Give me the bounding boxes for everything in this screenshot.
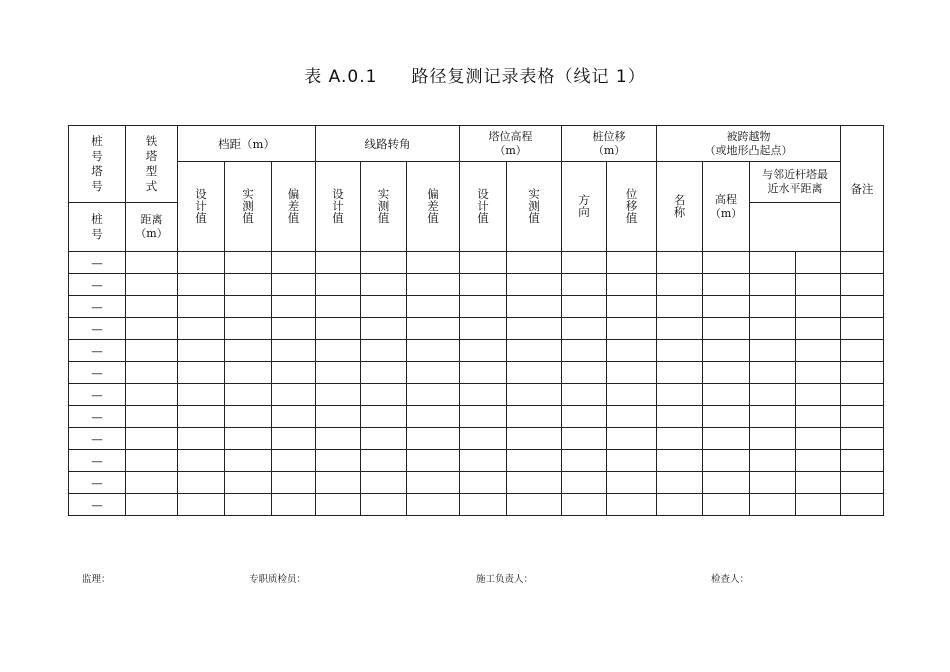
table-cell[interactable] (225, 384, 272, 406)
table-cell[interactable] (178, 340, 225, 362)
table-cell[interactable] (607, 340, 657, 362)
table-cell[interactable] (225, 494, 272, 516)
row-mark[interactable]: — (69, 406, 126, 428)
table-cell[interactable] (562, 494, 607, 516)
table-cell[interactable] (225, 296, 272, 318)
table-cell[interactable] (841, 472, 884, 494)
table-row (69, 340, 884, 362)
table-cell[interactable] (361, 428, 407, 450)
table-cell[interactable] (750, 318, 796, 340)
table-cell[interactable] (272, 428, 316, 450)
header-pile-tower-no: 桩号塔号 (69, 126, 126, 203)
row-mark[interactable]: — (69, 428, 126, 450)
table-cell[interactable] (407, 318, 460, 340)
table-cell[interactable] (607, 384, 657, 406)
table-cell[interactable] (272, 494, 316, 516)
table-row (69, 252, 884, 274)
table-cell[interactable] (657, 428, 703, 450)
table-cell[interactable] (657, 296, 703, 318)
table-cell[interactable] (126, 450, 178, 472)
table-row (69, 406, 884, 428)
header-pile-no: 桩号 (69, 203, 126, 252)
table-cell[interactable] (562, 428, 607, 450)
table-cell[interactable] (607, 494, 657, 516)
table-cell[interactable] (607, 362, 657, 384)
table-cell[interactable] (507, 384, 562, 406)
header-pile-shift: 桩位移 （m） (562, 126, 657, 162)
table-cell[interactable] (361, 252, 407, 274)
table-row (69, 494, 884, 516)
table-cell[interactable] (460, 406, 507, 428)
table-cell[interactable] (507, 472, 562, 494)
table-cell[interactable] (316, 450, 361, 472)
table-cell[interactable] (750, 384, 796, 406)
table-cell[interactable] (562, 252, 607, 274)
table-cell[interactable] (507, 296, 562, 318)
row-mark[interactable]: — (69, 384, 126, 406)
table-cell[interactable] (703, 384, 750, 406)
table-cell[interactable] (126, 472, 178, 494)
table-cell[interactable] (272, 384, 316, 406)
header-span-design: 设计值 (178, 162, 225, 252)
table-cell[interactable] (703, 252, 750, 274)
header-elev-measured: 实测值 (507, 162, 562, 252)
table-cell[interactable] (316, 340, 361, 362)
table-cell[interactable] (272, 274, 316, 296)
table-cell[interactable] (126, 318, 178, 340)
table-cell[interactable] (841, 362, 884, 384)
table-cell[interactable] (703, 318, 750, 340)
table-cell[interactable] (316, 252, 361, 274)
table-cell[interactable] (460, 274, 507, 296)
table-cell[interactable] (178, 362, 225, 384)
footer-inspector: 检查人： (711, 574, 750, 585)
table-cell[interactable] (703, 450, 750, 472)
table-cell[interactable] (126, 252, 178, 274)
table-cell[interactable] (225, 318, 272, 340)
table-cell[interactable] (361, 450, 407, 472)
table-cell[interactable] (796, 406, 841, 428)
table-cell[interactable] (361, 296, 407, 318)
table-cell[interactable] (361, 472, 407, 494)
table-cell[interactable] (460, 428, 507, 450)
header-crossed-height: 高程 （m） (703, 162, 750, 252)
table-cell[interactable] (841, 494, 884, 516)
table-cell[interactable] (703, 494, 750, 516)
table-cell[interactable] (272, 450, 316, 472)
table-cell[interactable] (460, 494, 507, 516)
table-cell[interactable] (607, 252, 657, 274)
table-cell[interactable] (796, 318, 841, 340)
table-cell[interactable] (703, 296, 750, 318)
header-line-angle: 线路转角 (316, 126, 460, 162)
table-cell[interactable] (750, 494, 796, 516)
table-cell[interactable] (225, 362, 272, 384)
table-cell[interactable] (507, 362, 562, 384)
table-cell[interactable] (796, 494, 841, 516)
survey-table (68, 125, 884, 516)
table-cell[interactable] (607, 296, 657, 318)
table-cell[interactable] (841, 296, 884, 318)
table-cell[interactable] (316, 274, 361, 296)
table-cell[interactable] (126, 428, 178, 450)
table-cell[interactable] (361, 318, 407, 340)
table-cell[interactable] (225, 274, 272, 296)
document-title (0, 62, 950, 87)
table-cell[interactable] (316, 494, 361, 516)
table-cell[interactable] (507, 406, 562, 428)
table-cell[interactable] (178, 318, 225, 340)
table-cell[interactable] (562, 450, 607, 472)
table-cell[interactable] (126, 296, 178, 318)
table-cell[interactable] (562, 296, 607, 318)
header-shift-direction: 方向 (562, 162, 607, 252)
table-cell[interactable] (272, 296, 316, 318)
table-cell[interactable] (460, 318, 507, 340)
table-cell[interactable] (607, 450, 657, 472)
table-cell[interactable] (407, 274, 460, 296)
row-mark[interactable]: — (69, 472, 126, 494)
table-cell[interactable] (225, 450, 272, 472)
table-cell[interactable] (796, 472, 841, 494)
table-cell[interactable] (507, 252, 562, 274)
table-cell[interactable] (507, 318, 562, 340)
table-cell[interactable] (796, 362, 841, 384)
table-cell[interactable] (126, 406, 178, 428)
table-cell[interactable] (361, 384, 407, 406)
table-cell[interactable] (361, 274, 407, 296)
header-span-deviation: 偏差值 (272, 162, 316, 252)
table-row (69, 318, 884, 340)
table-cell[interactable] (841, 252, 884, 274)
header-span-measured: 实测值 (225, 162, 272, 252)
table-cell[interactable] (178, 494, 225, 516)
table-cell[interactable] (178, 274, 225, 296)
table-cell[interactable] (507, 274, 562, 296)
table-cell[interactable] (361, 494, 407, 516)
header-distance: 距离 （m） (126, 203, 178, 252)
table-cell[interactable] (562, 340, 607, 362)
table-cell[interactable] (796, 340, 841, 362)
table-cell[interactable] (460, 252, 507, 274)
table-cell[interactable] (703, 472, 750, 494)
header-tower-elevation: 塔位高程 （m） (460, 126, 562, 162)
row-mark[interactable]: — (69, 340, 126, 362)
table-cell[interactable] (562, 318, 607, 340)
table-cell[interactable] (657, 362, 703, 384)
table-cell[interactable] (750, 274, 796, 296)
header-crossed-name: 名称 (657, 162, 703, 252)
table-cell[interactable] (178, 252, 225, 274)
table-cell[interactable] (796, 274, 841, 296)
table-cell[interactable] (225, 428, 272, 450)
table-cell[interactable] (407, 252, 460, 274)
table-cell[interactable] (657, 406, 703, 428)
table-row (69, 296, 884, 318)
table-row (69, 274, 884, 296)
header-crossed-object: 被跨越物 （或地形凸起点） (657, 126, 841, 162)
table-cell[interactable] (460, 362, 507, 384)
table-cell[interactable] (407, 384, 460, 406)
table-cell[interactable] (361, 406, 407, 428)
table-cell[interactable] (316, 472, 361, 494)
table-cell[interactable] (272, 318, 316, 340)
table-cell[interactable] (316, 384, 361, 406)
table-cell[interactable] (841, 274, 884, 296)
table-cell[interactable] (407, 406, 460, 428)
table-cell[interactable] (225, 472, 272, 494)
row-mark[interactable]: — (69, 362, 126, 384)
table-cell[interactable] (607, 318, 657, 340)
row-mark[interactable]: — (69, 494, 126, 516)
table-cell[interactable] (703, 362, 750, 384)
table-cell[interactable] (750, 362, 796, 384)
table-row (69, 428, 884, 450)
header-elev-design: 设计值 (460, 162, 507, 252)
table-cell[interactable] (657, 384, 703, 406)
table-cell[interactable] (460, 384, 507, 406)
table-cell[interactable] (607, 428, 657, 450)
table-cell[interactable] (126, 274, 178, 296)
header-angle-design: 设计值 (316, 162, 361, 252)
footer-quality-inspector: 专职质检员： (249, 574, 307, 585)
table-cell[interactable] (272, 472, 316, 494)
table-cell[interactable] (841, 406, 884, 428)
table-cell[interactable] (562, 472, 607, 494)
table-cell[interactable] (225, 252, 272, 274)
table-cell[interactable] (841, 450, 884, 472)
table-cell[interactable] (361, 340, 407, 362)
table-cell[interactable] (703, 274, 750, 296)
table-name: 路径复测记录表格（线记 1） (411, 67, 646, 87)
table-cell[interactable] (407, 340, 460, 362)
table-cell[interactable] (750, 252, 796, 274)
table-cell[interactable] (316, 428, 361, 450)
table-row (69, 472, 884, 494)
table-row (69, 362, 884, 384)
table-cell[interactable] (750, 450, 796, 472)
table-cell[interactable] (507, 450, 562, 472)
table-cell[interactable] (407, 450, 460, 472)
table-cell[interactable] (750, 406, 796, 428)
table-cell[interactable] (703, 428, 750, 450)
table-cell[interactable] (178, 384, 225, 406)
table-cell[interactable] (407, 362, 460, 384)
header-tower-type: 铁塔型式 (126, 126, 178, 203)
table-cell[interactable] (460, 296, 507, 318)
table-cell[interactable] (407, 428, 460, 450)
table-cell[interactable] (178, 296, 225, 318)
table-cell[interactable] (178, 450, 225, 472)
table-cell[interactable] (657, 472, 703, 494)
table-cell[interactable] (607, 274, 657, 296)
table-cell[interactable] (460, 472, 507, 494)
table-cell[interactable] (272, 406, 316, 428)
table-cell[interactable] (460, 450, 507, 472)
table-cell[interactable] (657, 450, 703, 472)
table-cell[interactable] (562, 384, 607, 406)
table-cell[interactable] (126, 362, 178, 384)
table-cell[interactable] (126, 384, 178, 406)
table-cell[interactable] (460, 340, 507, 362)
table-cell[interactable] (272, 252, 316, 274)
table-row (69, 384, 884, 406)
table-cell[interactable] (841, 384, 884, 406)
table-cell[interactable] (225, 340, 272, 362)
table-cell[interactable] (750, 340, 796, 362)
table-cell[interactable] (657, 252, 703, 274)
table-cell[interactable] (841, 340, 884, 362)
table-cell[interactable] (178, 472, 225, 494)
table-cell[interactable] (796, 428, 841, 450)
table-cell[interactable] (126, 340, 178, 362)
table-cell[interactable] (316, 362, 361, 384)
header-span: 档距（m） (178, 126, 316, 162)
table-cell[interactable] (796, 252, 841, 274)
table-cell[interactable] (407, 494, 460, 516)
table-cell[interactable] (361, 362, 407, 384)
header-shift-displacement: 位移值 (607, 162, 657, 252)
data-rows (69, 252, 884, 516)
table-cell[interactable] (657, 318, 703, 340)
table-cell[interactable] (407, 296, 460, 318)
header-angle-deviation: 偏差值 (407, 162, 460, 252)
table-cell[interactable] (562, 274, 607, 296)
table-cell[interactable] (796, 450, 841, 472)
table-cell[interactable] (750, 296, 796, 318)
header-remarks: 备注 (841, 126, 884, 252)
table-cell[interactable] (507, 494, 562, 516)
row-mark[interactable]: — (69, 252, 126, 274)
table-cell[interactable] (657, 340, 703, 362)
row-mark[interactable]: — (69, 296, 126, 318)
table-cell[interactable] (796, 296, 841, 318)
footer-supervisor: 监理： (82, 574, 111, 585)
table-cell[interactable] (607, 406, 657, 428)
table-cell[interactable] (316, 406, 361, 428)
table-cell[interactable] (703, 406, 750, 428)
table-cell[interactable] (796, 384, 841, 406)
header-horizontal-distance: 与邻近杆塔最 近水平距离 (750, 162, 841, 203)
table-row (69, 450, 884, 472)
footer-construction-lead: 施工负责人： (476, 574, 534, 585)
table-cell[interactable] (272, 362, 316, 384)
table-cell[interactable] (225, 406, 272, 428)
table-cell[interactable] (657, 494, 703, 516)
table-cell[interactable] (407, 472, 460, 494)
row-mark[interactable]: — (69, 318, 126, 340)
table-cell[interactable] (750, 428, 796, 450)
table-cell[interactable] (562, 406, 607, 428)
table-cell[interactable] (316, 318, 361, 340)
header-angle-measured: 实测值 (361, 162, 407, 252)
table-cell[interactable] (562, 362, 607, 384)
table-cell[interactable] (841, 318, 884, 340)
table-cell[interactable] (178, 406, 225, 428)
table-cell[interactable] (750, 472, 796, 494)
table-cell[interactable] (841, 428, 884, 450)
table-cell[interactable] (316, 296, 361, 318)
table-cell[interactable] (507, 428, 562, 450)
table-code: 表 A.0.1 (304, 67, 378, 87)
table-cell[interactable] (126, 494, 178, 516)
row-mark[interactable]: — (69, 274, 126, 296)
table-cell[interactable] (507, 340, 562, 362)
table-cell[interactable] (607, 472, 657, 494)
table-cell[interactable] (657, 274, 703, 296)
table-cell[interactable] (272, 340, 316, 362)
table-cell[interactable] (178, 428, 225, 450)
table-cell[interactable] (703, 340, 750, 362)
row-mark[interactable]: — (69, 450, 126, 472)
